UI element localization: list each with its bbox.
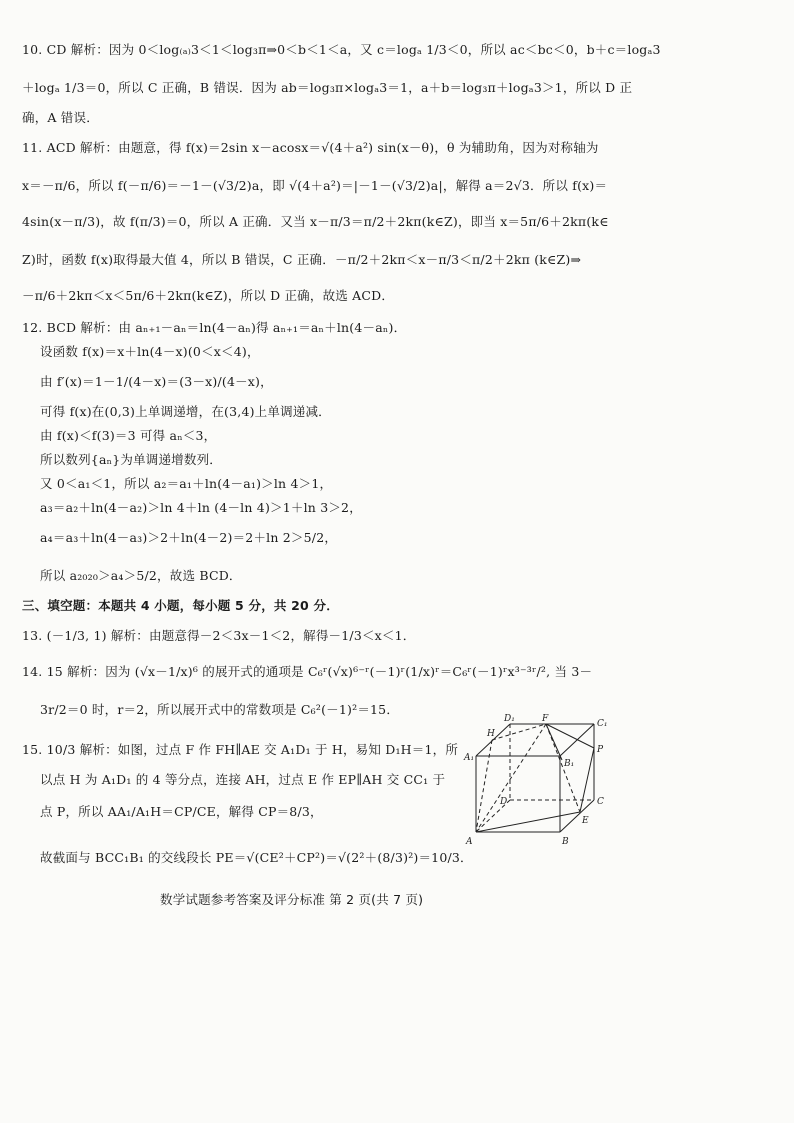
q12-line-1: 12. BCD 解析：由 aₙ₊₁－aₙ＝ln(4－aₙ)得 aₙ₊₁＝aₙ＋ln(4－aₙ)． [22, 320, 407, 335]
q10-line-1: 10. CD 解析：因为 0＜log₍ₐ₎3＜1＜log₃π⇒0＜b＜1＜a，又 c＝logₐ 1/3＜0，所以 ac＜bc＜0，b＋c＝logₐ3 [22, 42, 661, 57]
q12-line-6: 所以数列{aₙ}为单调递增数列． [40, 452, 222, 467]
q12-line-7: 又 0＜a₁＜1，所以 a₂＝a₁＋ln(4－a₁)＞ln 4＞1， [40, 476, 333, 491]
q11-line-1: 11. ACD 解析：由题意，得 f(x)＝2sin x－acosx＝√(4＋a²) sin(x－θ)，θ 为辅助角，因为对称轴为 [22, 140, 599, 155]
q13-line: 13. (－1/3, 1) 解析：由题意得－2＜3x－1＜2，解得－1/3＜x＜1． [22, 628, 416, 643]
q11-line-5: －π/6＋2kπ＜x＜5π/6＋2kπ(k∈Z)，所以 D 正确，故选 ACD． [22, 288, 395, 303]
q11-line-4: Z)时，函数 f(x)取得最大值 4，所以 B 错误，C 正确．－π/2＋2kπ＜x－π/3＜π/2＋2kπ (k∈Z)⇒ [22, 252, 582, 267]
q14-line-2: 3r/2＝0 时，r＝2，所以展开式中的常数项是 C₆²(－1)²＝15． [40, 702, 400, 717]
edge-hf-hidden [492, 724, 546, 740]
page-footer: 数学试题参考答案及评分标准 第 2 页(共 7 页) [160, 892, 424, 907]
q12-line-2: 设函数 f(x)＝x＋ln(4－x)(0＜x＜4)， [40, 344, 260, 359]
label-c: C [597, 797, 604, 807]
label-b: B [562, 837, 569, 847]
label-b1: B₁ [564, 759, 575, 769]
label-p: P [597, 745, 604, 755]
q12-line-4: 可得 f(x)在(0,3)上单调递增，在(3,4)上单调递减． [40, 404, 331, 419]
label-e: E [582, 816, 589, 826]
edge-fe-hidden [546, 724, 580, 812]
q14-line-1: 14. 15 解析：因为 (√x－1/x)⁶ 的展开式的通项是 C₆ʳ(√x)⁶⁻ʳ(－1)ʳ(1/x)ʳ＝C₆ʳ(－1)ʳx³⁻³ʳ/², 当 3－ [22, 664, 593, 679]
label-c1: C₁ [597, 719, 608, 729]
section-heading: 三、填空题：本题共 4 小题，每小题 5 分，共 20 分． [22, 598, 339, 613]
q15-line-4: 故截面与 BCC₁B₁ 的交线段长 PE＝√(CE²＋CP²)＝√(2²＋(8/3)²)＝10/3． [40, 850, 473, 865]
edge-fp [546, 724, 594, 748]
label-h: H [487, 729, 495, 739]
label-a: A [466, 837, 473, 847]
edge-fb1 [546, 724, 562, 760]
q12-line-8: a₃＝a₂＋ln(4－a₂)＞ln 4＋ln (4－ln 4)＞1＋ln 3＞2， [40, 500, 362, 515]
edge-fa-hidden [476, 724, 546, 832]
cube-figure [462, 712, 622, 852]
label-a1: A₁ [464, 753, 475, 763]
edge-ae [476, 812, 580, 832]
q10-line-2: ＋logₐ 1/3＝0，所以 C 正确，B 错误．因为 ab＝log₃π×logₐ3＝1，a＋b＝log₃π＋logₐ3＞1，所以 D 正 [22, 80, 633, 95]
q12-line-3: 由 f′(x)＝1－1/(4－x)＝(3－x)/(4－x)， [40, 374, 273, 389]
label-f: F [542, 714, 549, 724]
q11-line-3: 4sin(x－π/3)，故 f(π/3)＝0，所以 A 正确．又当 x－π/3＝π/2＋2kπ(k∈Z)，即当 x＝5π/6＋2kπ(k∈ [22, 214, 609, 229]
q15-line-1: 15. 10/3 解析：如图，过点 F 作 FH∥AE 交 A₁D₁ 于 H，易知 D₁H＝1，所 [22, 742, 459, 757]
q11-line-2: x＝－π/6，所以 f(－π/6)＝－1－(√3/2)a，即 √(4＋a²)＝|－1－(√3/2)a|，解得 a＝2√3．所以 f(x)＝ [22, 178, 608, 193]
q12-line-9: a₄＝a₃＋ln(4－a₃)＞2＋ln(4－2)＝2＋ln 2＞5/2， [40, 530, 338, 545]
q12-line-10: 所以 a₂₀₂₀＞a₄＞5/2，故选 BCD． [40, 568, 242, 583]
label-d: D [500, 797, 508, 807]
q12-line-5: 由 f(x)＜f(3)＝3 可得 aₙ＜3， [40, 428, 217, 443]
q15-line-2: 以点 H 为 A₁D₁ 的 4 等分点，连接 AH，过点 E 作 EP∥AH 交 CC₁ 于 [40, 772, 446, 787]
q15-line-3: 点 P，所以 AA₁/A₁H＝CP/CE，解得 CP＝8/3， [40, 804, 323, 819]
label-d1: D₁ [504, 714, 515, 724]
q10-line-3: 确，A 错误． [22, 110, 99, 125]
